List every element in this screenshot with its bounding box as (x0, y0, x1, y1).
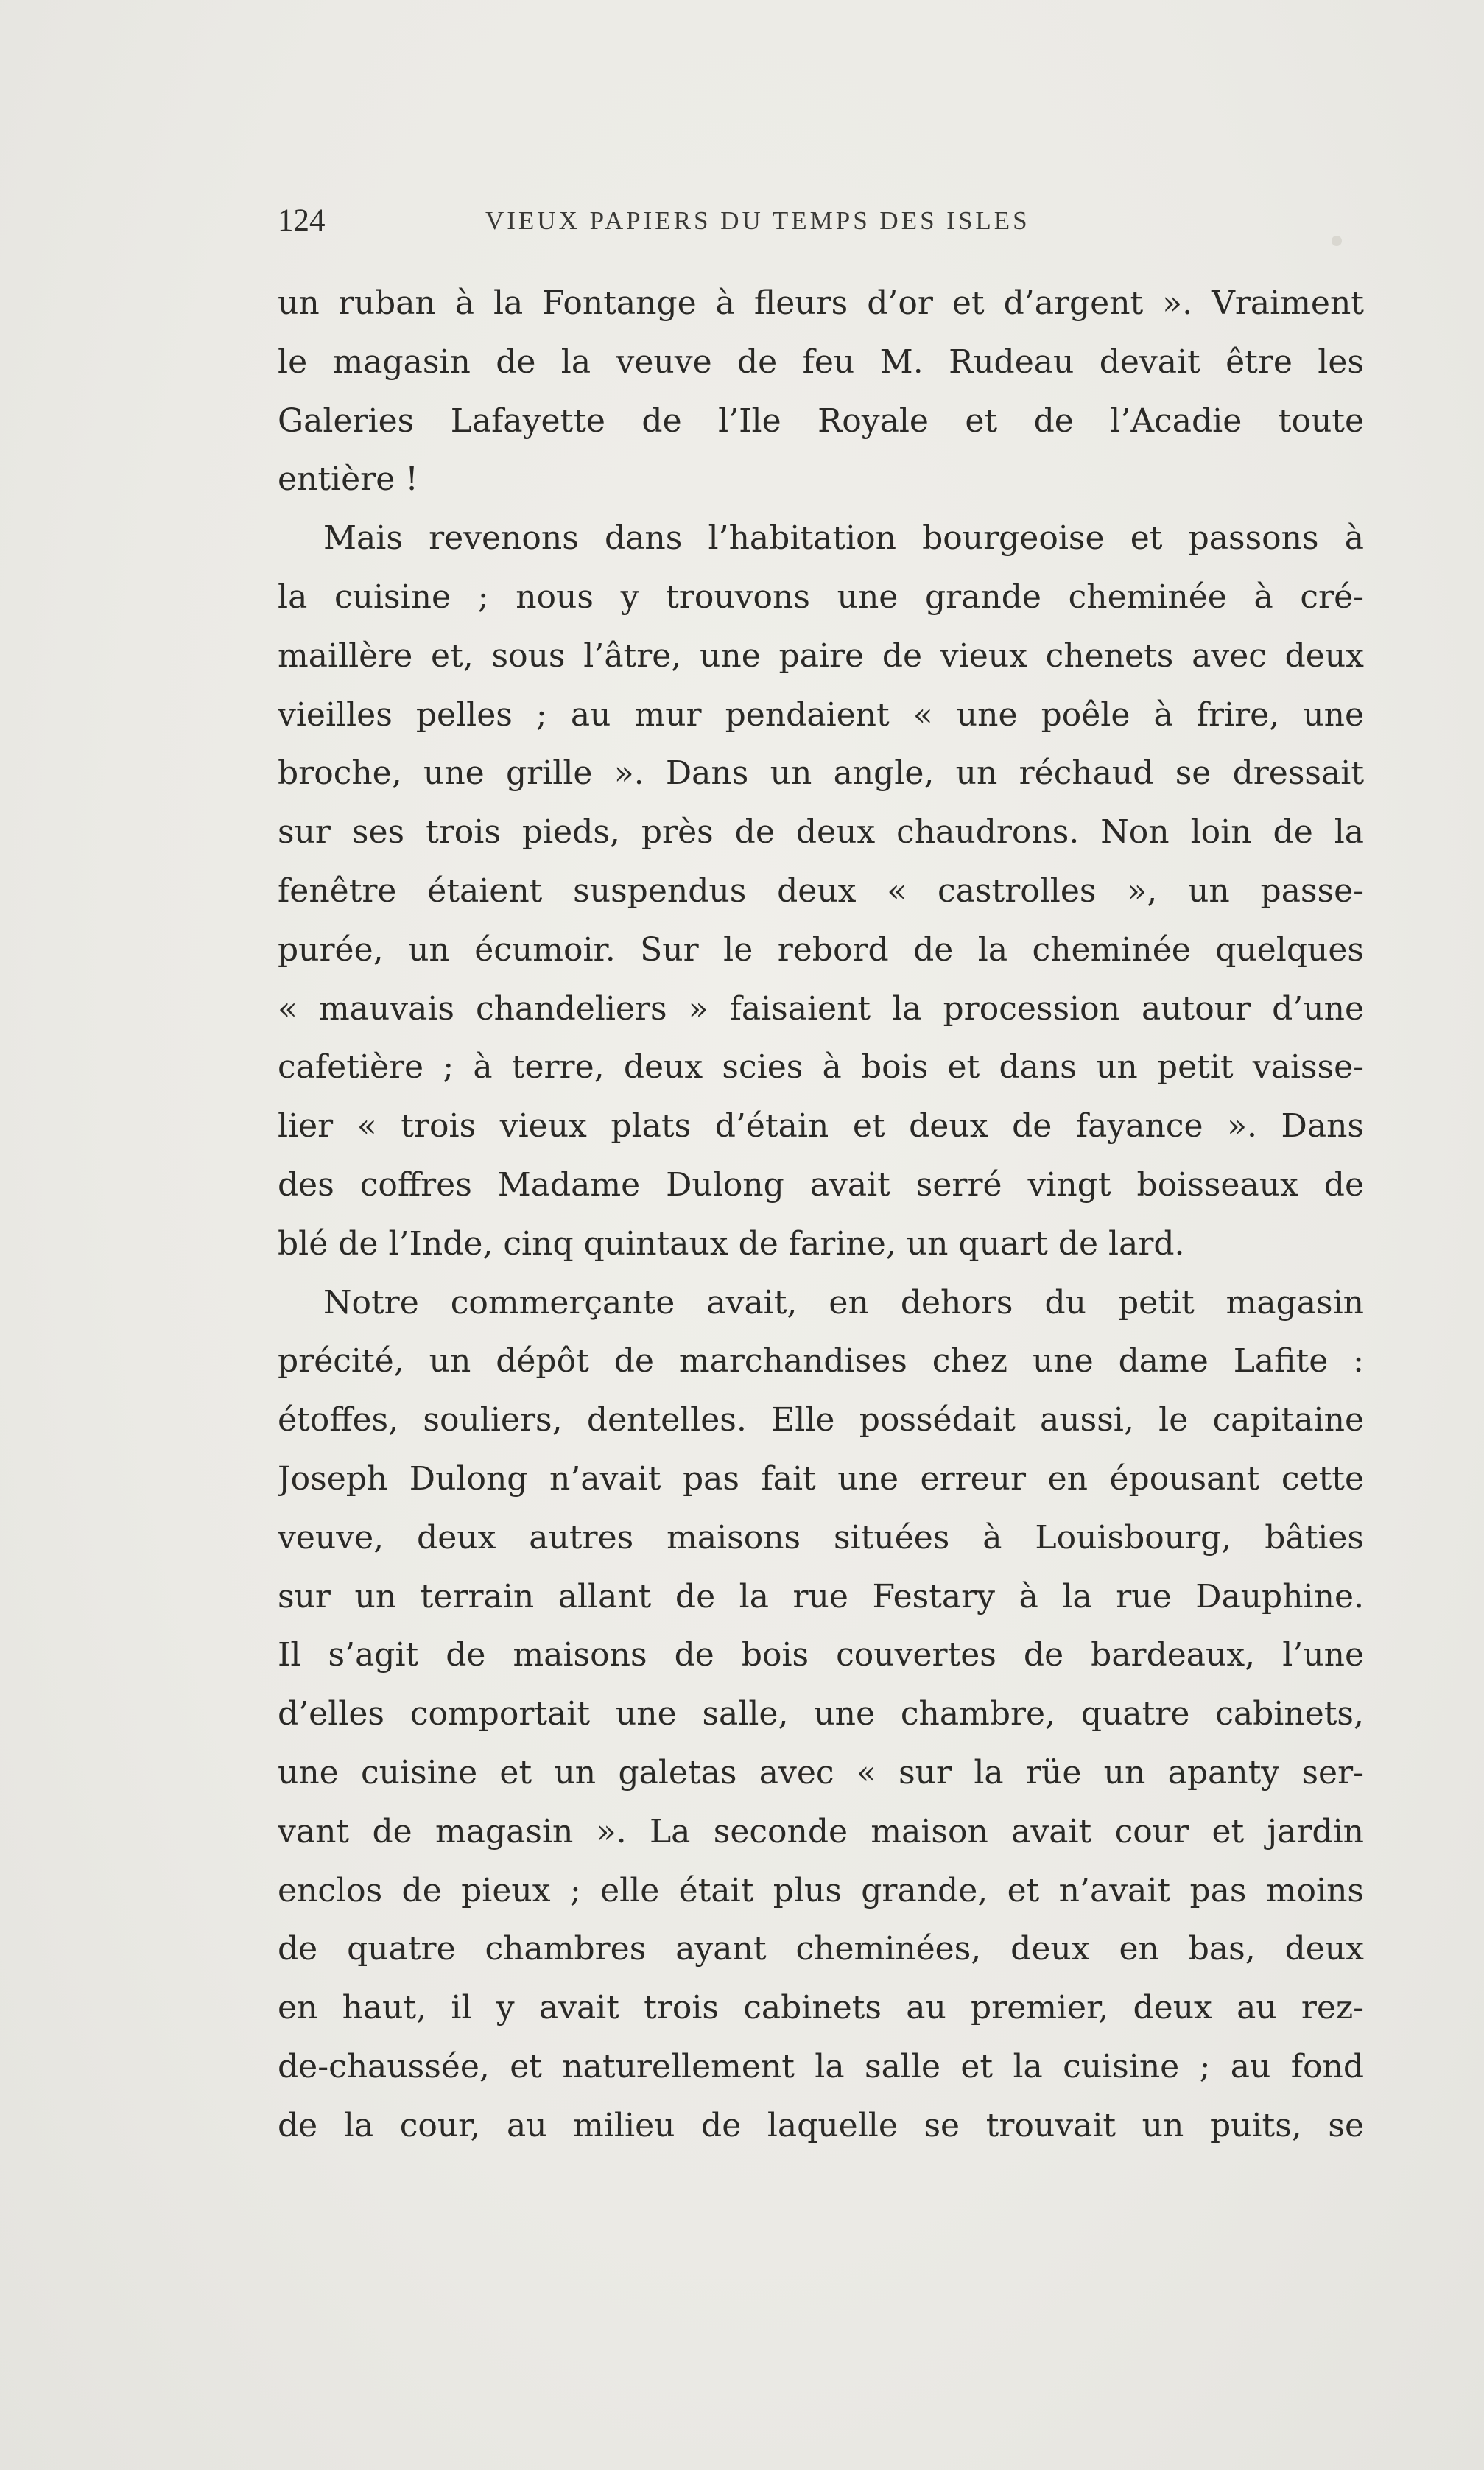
text-line: étoffes, souliers, dentelles. Elle possédait aussi, le capitaine (278, 1401, 1364, 1439)
text-line: blé de l’Inde, cinq quintaux de farine, un quart de lard. (278, 1224, 1185, 1263)
text-line: de quatre chambres ayant cheminées, deux en bas, deux (278, 1930, 1364, 1968)
text-line: sur ses trois pieds, près de deux chaudrons. Non loin de la (278, 813, 1364, 852)
text-line: entière ! (278, 460, 418, 499)
paper-spot (1332, 236, 1342, 246)
text-line: en haut, il y avait trois cabinets au premier, deux au rez- (278, 1989, 1364, 2027)
text-line: lier « trois vieux plats d’étain et deux de fayance ». Dans (278, 1107, 1364, 1145)
text-line: de la cour, au milieu de laquelle se trouvait un puits, se (278, 2106, 1364, 2144)
running-title: VIEUX PAPIERS DU TEMPS DES ISLES (485, 206, 1030, 235)
text-line: fenêtre étaient suspendus deux « castrolles », un passe- (278, 871, 1364, 910)
text-line: un ruban à la Fontange à fleurs d’or et d’argent ». Vraiment (278, 284, 1364, 322)
text-line: cafetière ; à terre, deux scies à bois et dans un petit vaisse- (278, 1048, 1364, 1087)
text-line: vant de magasin ». La seconde maison avait cour et jardin (278, 1812, 1364, 1850)
text-line: le magasin de la veuve de feu M. Rudeau devait être les (278, 343, 1364, 381)
text-line: vieilles pelles ; au mur pendaient « une poêle à frire, une (278, 695, 1364, 734)
text-line: purée, un écumoir. Sur le rebord de la cheminée quelques (278, 930, 1364, 969)
text-line: « mauvais chandeliers » faisaient la procession autour d’une (278, 989, 1364, 1028)
page-number: 124 (278, 203, 326, 238)
text-line: Joseph Dulong n’avait pas fait une erreur en épousant cette (278, 1459, 1364, 1498)
text-line: Notre commerçante avait, en dehors du petit magasin (323, 1283, 1364, 1322)
text-line: Galeries Lafayette de l’Ile Royale et de l’Acadie toute (278, 401, 1364, 440)
text-line: maillère et, sous l’âtre, une paire de vieux chenets avec deux (278, 636, 1364, 675)
body-text (278, 274, 1364, 2155)
text-line: la cuisine ; nous y trouvons une grande cheminée à cré- (278, 578, 1364, 616)
text-line: de-chaussée, et naturellement la salle et la cuisine ; au fond (278, 2047, 1364, 2085)
text-line: des coffres Madame Dulong avait serré vingt boisseaux de (278, 1165, 1364, 1204)
text-line: Il s’agit de maisons de bois couvertes de bardeaux, l’une (278, 1636, 1364, 1674)
text-line: d’elles comportait une salle, une chambre, quatre cabinets, (278, 1695, 1364, 1733)
text-line: une cuisine et un galetas avec « sur la rüe un apanty ser- (278, 1753, 1364, 1792)
text-line: veuve, deux autres maisons situées à Louisbourg, bâties (278, 1518, 1364, 1557)
text-line: Mais revenons dans l’habitation bourgeoise et passons à (323, 519, 1364, 558)
text-line: enclos de pieux ; elle était plus grande, et n’avait pas moins (278, 1871, 1364, 1909)
text-line: broche, une grille ». Dans un angle, un réchaud se dressait (278, 754, 1364, 793)
text-line: sur un terrain allant de la rue Festary à la rue Dauphine. (278, 1577, 1364, 1615)
text-line: précité, un dépôt de marchandises chez une dame Lafite : (278, 1342, 1364, 1380)
running-header (278, 199, 1184, 243)
